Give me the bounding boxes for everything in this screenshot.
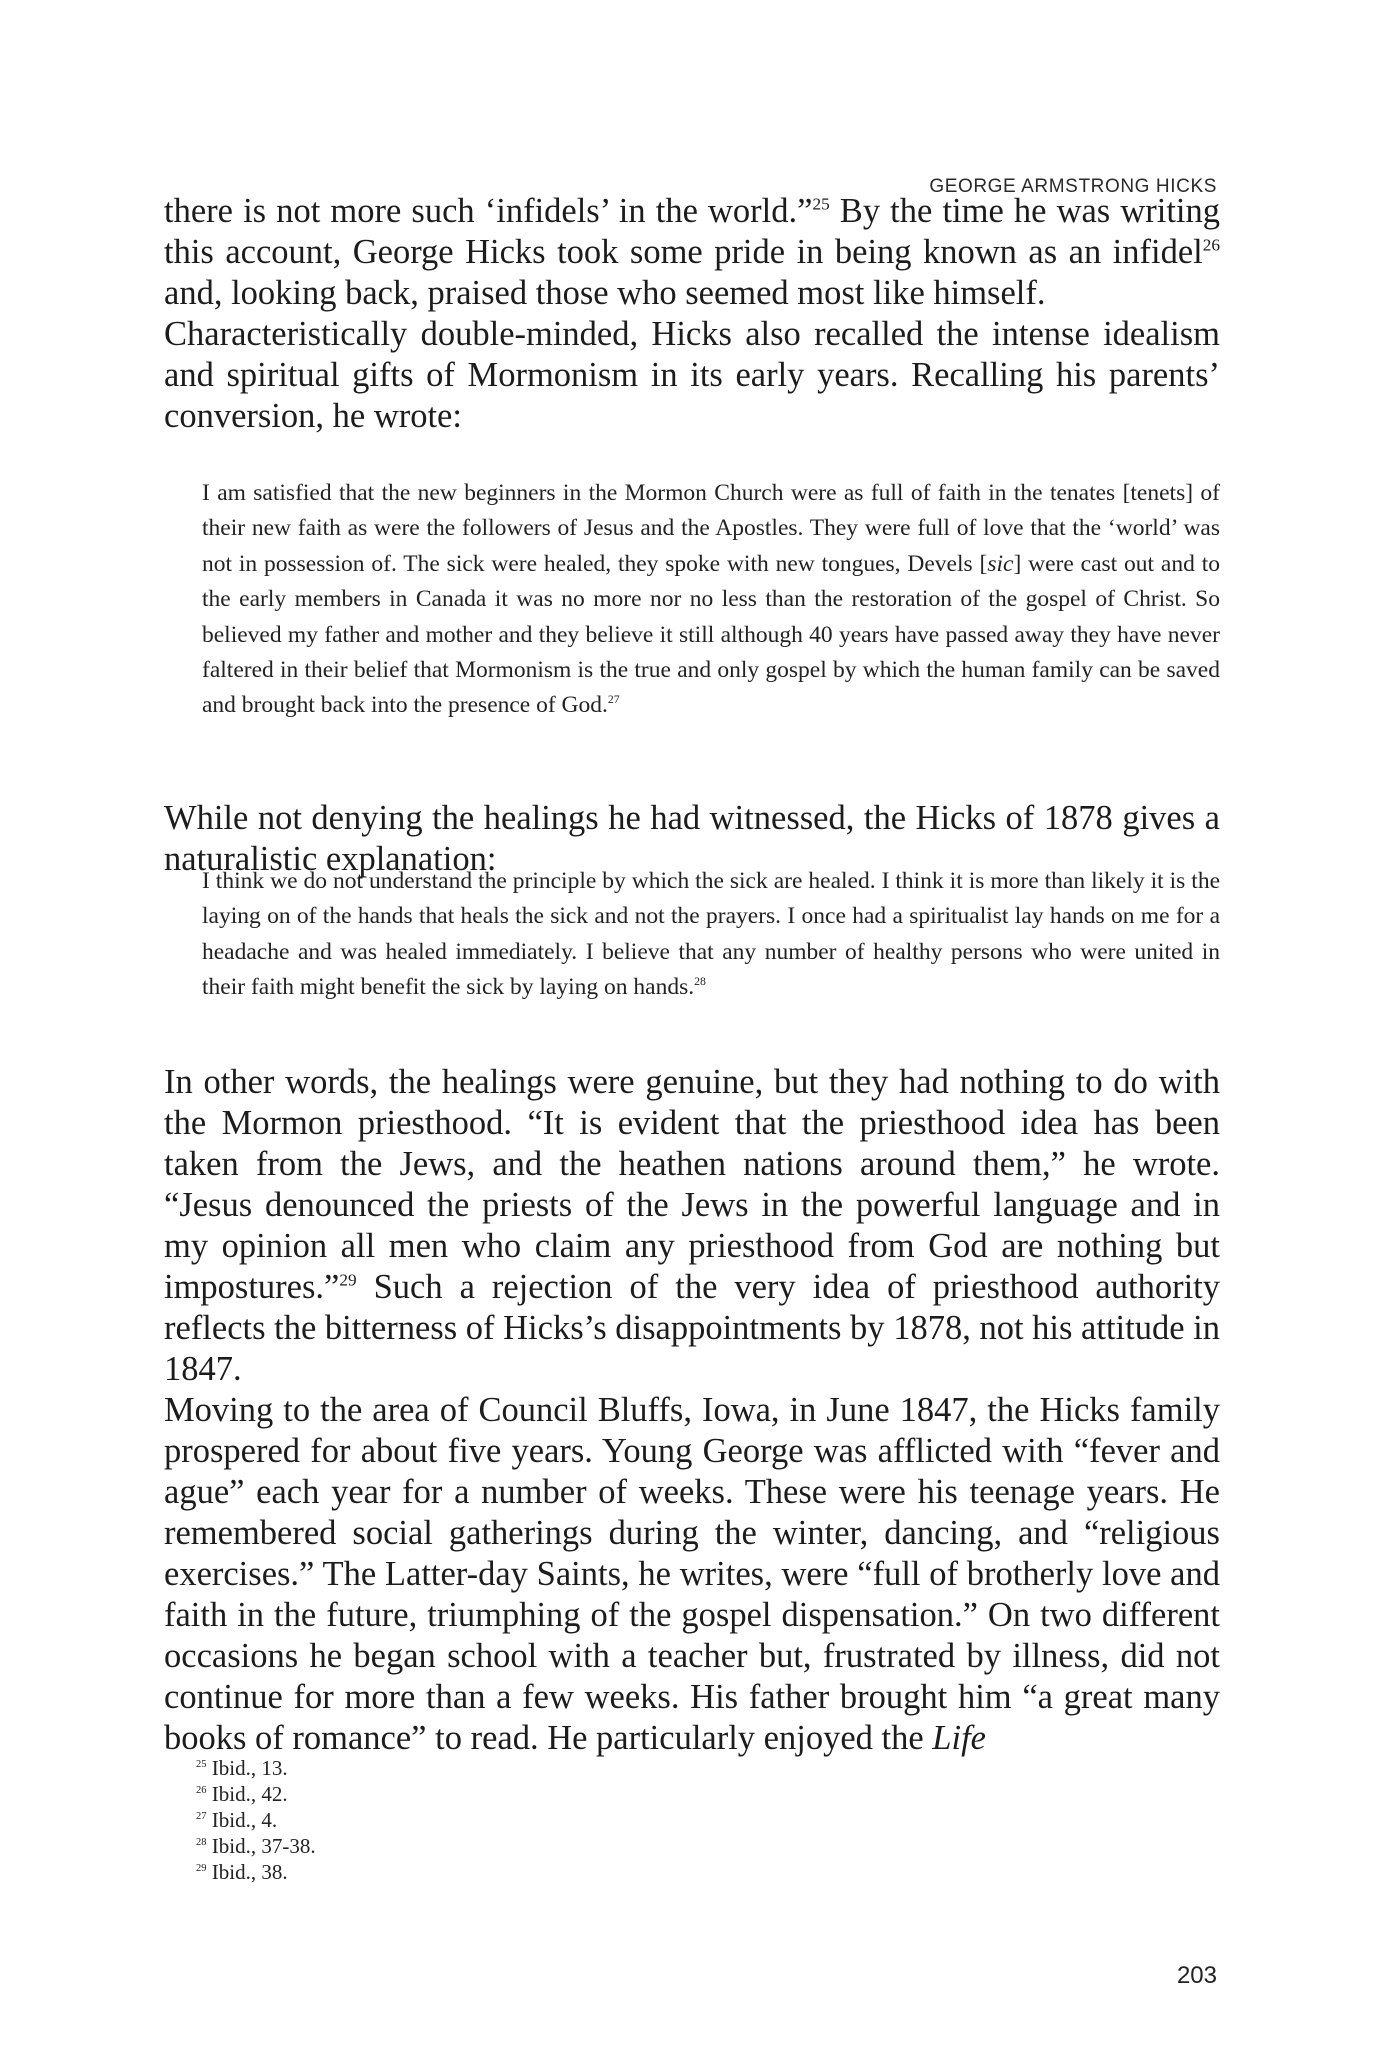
sic-mark: sic bbox=[987, 550, 1014, 577]
paragraph-text: Such a rejection of the very idea of priesthood authority reflects the bitterness of Hicks’s disappointments by 1878, not his attitude in 1847. bbox=[164, 1268, 1220, 1388]
paragraph-5 bbox=[164, 1390, 1220, 1759]
footnote-text: Ibid., 4. bbox=[211, 1808, 278, 1832]
paragraph-text: Moving to the area of Council Bluffs, Iowa, in June 1847, the Hicks family prospered for about five years. Young George was afflicted with “fever and ague” each year for a number of weeks. These were his teenage years. He remembered social gatherings during the winter, dancing, and “religious exercises.” The Latter-day Saints, he writes, were “full of brotherly love and faith in the future, triumphing of the gospel dispensation.” On two different occasions he began school with a teacher but, frustrated by illness, did not continue for more than a few weeks. His father brought him “a great many books of romance” to read. He particularly enjoyed the bbox=[164, 1391, 1220, 1757]
paragraph-2: Characteristically double-minded, Hicks also recalled the intense idealism and spiritual gifts of Mormonism in its early years. Recalling his parents’ conversion, he wrote: bbox=[164, 315, 1220, 435]
quote-segment: ] were cast out and to the early members in Canada it was no more nor no less than the restoration of the gospel of Christ. So believed my father and mother and they believe it still although 40 years have passed away they have never faltered in their belief that Mormonism is the true and only gospel by which the human family can be saved and brought back into the presence of God. bbox=[202, 550, 1220, 719]
paragraph-1 bbox=[164, 191, 1220, 314]
quote-segment: I am satisfied that the new beginners in the Mormon Church were as full of faith in the tenates [tenets] of their new faith as were the followers of Jesus and the Apostles. They were full of love that the ‘world’ was not in possession of. The sick were healed, they spoke with new tongues, Devels [ bbox=[202, 480, 1220, 577]
footnote-26 bbox=[196, 1781, 316, 1807]
footnote-number: 25 bbox=[196, 1759, 207, 1770]
footnote-number: 29 bbox=[196, 1863, 207, 1874]
footnote-ref[interactable]: 28 bbox=[694, 975, 706, 989]
italic-title: Life bbox=[932, 1719, 986, 1757]
quote-segment: I think we do not understand the principle by which the sick are healed. I think it is more than likely it is the laying on of the hands that heals the sick and not the prayers. I once had a spiritualist lay hands on me for a headache and was healed immediately. I believe that any number of healthy persons who were united in their faith might benefit the sick by laying on hands. bbox=[202, 868, 1220, 1001]
paragraph-text: there is not more such ‘infidels’ in the world.” bbox=[164, 192, 813, 230]
footnote-number: 27 bbox=[196, 1811, 207, 1822]
footnote-29 bbox=[196, 1859, 316, 1885]
footnote-text: Ibid., 13. bbox=[211, 1756, 288, 1780]
footnote-ref[interactable]: 29 bbox=[339, 1270, 357, 1290]
footnote-ref[interactable]: 27 bbox=[607, 693, 620, 707]
footnote-ref[interactable]: 25 bbox=[812, 194, 830, 214]
footnote-27 bbox=[196, 1807, 316, 1833]
paragraph-text: By the time he was writing this account, George Hicks took some pride in being known as an infidel bbox=[164, 192, 1221, 271]
quote-text bbox=[164, 476, 1220, 724]
quote-text bbox=[164, 864, 1220, 1006]
running-head: GEORGE ARMSTRONG HICKS bbox=[929, 176, 1217, 197]
footnote-number: 28 bbox=[196, 1837, 207, 1848]
body-text-block-3 bbox=[164, 1062, 1220, 1759]
paragraph-3: While not denying the healings he had witnessed, the Hicks of 1878 gives a naturalistic explanation: bbox=[164, 799, 1220, 878]
paragraph-text: and, looking back, praised those who seemed most like himself. bbox=[164, 274, 1046, 312]
footnote-text: Ibid., 37-38. bbox=[211, 1834, 316, 1858]
body-text-block-1 bbox=[164, 191, 1220, 437]
block-quote-1 bbox=[164, 476, 1220, 724]
footnote-number: 26 bbox=[196, 1785, 207, 1796]
footnote-28 bbox=[196, 1833, 316, 1859]
block-quote-2 bbox=[164, 864, 1220, 1006]
footnote-text: Ibid., 42. bbox=[211, 1782, 288, 1806]
footnote-25 bbox=[196, 1755, 316, 1781]
paragraph-text: In other words, the healings were genuine, but they had nothing to do with the Mormon priesthood. “It is evident that the priesthood idea has been taken from the Jews, and the heathen nations around them,” he wrote. “Jesus denounced the priests of the Jews in the powerful language and in my opinion all men who claim any priesthood from God are nothing but impostures.” bbox=[164, 1063, 1220, 1306]
footnote-ref[interactable]: 26 bbox=[1202, 235, 1220, 255]
footnotes bbox=[196, 1755, 316, 1885]
paragraph-4 bbox=[164, 1062, 1220, 1390]
page-number: 203 bbox=[1176, 1962, 1217, 1989]
footnote-text: Ibid., 38. bbox=[211, 1860, 288, 1884]
